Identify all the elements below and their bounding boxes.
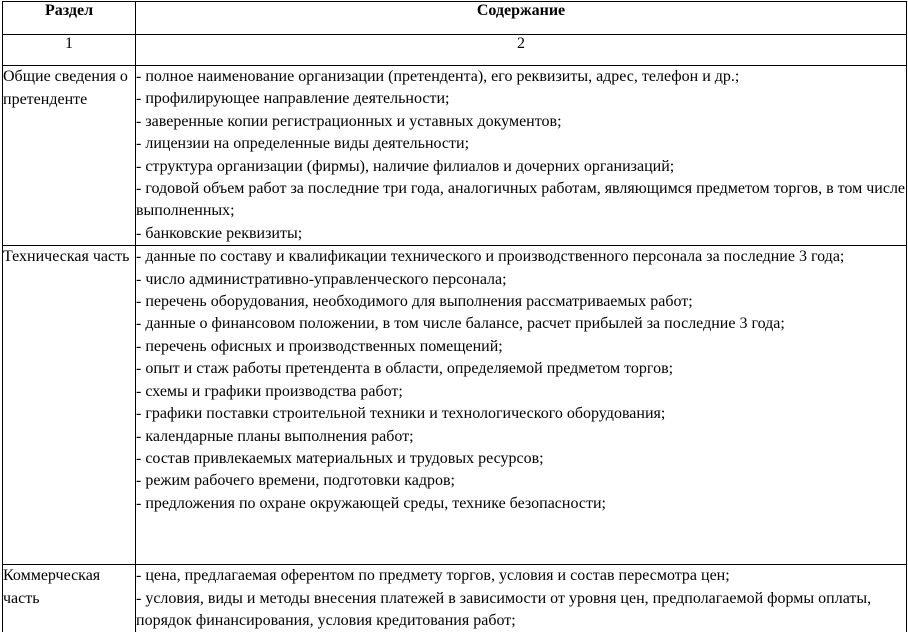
- list-item: - заверенные копии регистрационных и уставных документов;: [136, 112, 562, 130]
- header-row: [3, 2, 907, 35]
- list-item: - годовой объем работ за последние три года, аналогичных работам, являющимся предметом торгов, в том числе выполненных;: [136, 180, 906, 220]
- column-number-row: [3, 35, 907, 66]
- list-item: - опыт и стаж работы претендента в области, определяемой предметом торгов;: [136, 360, 674, 378]
- list-item: - данные о финансовом положении, в том числе балансе, расчет прибылей за последние 3 года;: [136, 315, 785, 333]
- table-row-technical: [3, 246, 907, 565]
- list-item: - профилирующее направление деятельности;: [136, 90, 450, 108]
- list-item: - цена, предлагаемая оферентом по предмету торгов, условия и состав пересмотра цен;: [136, 567, 730, 585]
- column-number-2: 2: [136, 35, 907, 66]
- list-item: - структура организации (фирмы), наличие филиалов и дочерних организаций;: [136, 157, 675, 175]
- list-item: - перечень оборудования, необходимого для выполнения рассматриваемых работ;: [136, 293, 693, 311]
- list-item: - перечень офисных и производственных помещений;: [136, 337, 503, 355]
- list-item: - банковские реквизиты;: [136, 224, 303, 242]
- requirements-table: [2, 1, 907, 632]
- section-name-technical: Техническая часть: [3, 246, 136, 565]
- section-name-commercial: Коммерческая часть: [3, 565, 136, 633]
- table-row-general: [3, 66, 907, 246]
- list-item: - состав привлекаемых материальных и трудовых ресурсов;: [136, 449, 544, 467]
- section-content-technical: [136, 246, 907, 565]
- list-item: - данные по составу и квалификации технического и производственного персонала за последние 3 года;: [136, 248, 845, 266]
- list-item: - число административно-управленческого персонала;: [136, 270, 507, 288]
- list-item: - предложения по охране окружающей среды, технике безопасности;: [136, 494, 606, 512]
- section-content-commercial: [136, 565, 907, 633]
- section-name-general: Общие сведения о претенденте: [3, 66, 136, 246]
- list-item: - календарные планы выполнения работ;: [136, 427, 414, 445]
- column-number-1: 1: [3, 35, 136, 66]
- header-content: Содержание: [136, 2, 907, 35]
- list-item: - лицензии на определенные виды деятельности;: [136, 135, 470, 153]
- list-item: - схемы и графики производства работ;: [136, 382, 403, 400]
- list-item: - полное наименование организации (претендента), его реквизиты, адрес, телефон и др.;: [136, 68, 740, 85]
- list-item: - режим рабочего времени, подготовки кадров;: [136, 472, 455, 490]
- header-section: Раздел: [3, 2, 136, 35]
- table-row-commercial: [3, 565, 907, 633]
- section-content-general: [136, 66, 907, 246]
- list-item: - условия, виды и методы внесения платежей в зависимости от уровня цен, предполагаемой формы оплаты, порядок финансирования, условия кредитования работ;: [136, 589, 872, 630]
- list-item: - графики поставки строительной техники и технологического оборудования;: [136, 405, 666, 423]
